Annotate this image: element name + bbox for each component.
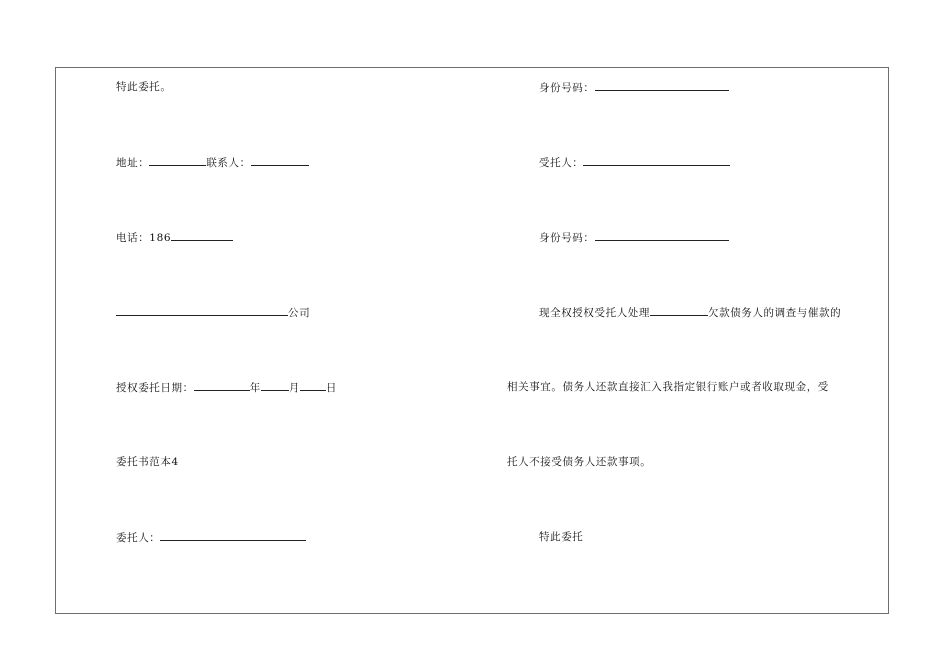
- trustee-label: 受托人：: [539, 157, 584, 169]
- authorization-line-2: [507, 380, 829, 394]
- debtor-blank: [650, 305, 708, 316]
- id-number-line-2: [539, 230, 729, 245]
- address-label: 地址：: [116, 157, 150, 169]
- closing-text: 特此委托: [539, 531, 584, 543]
- day-blank: [300, 380, 326, 391]
- month-blank: [261, 380, 289, 391]
- contact-label: 联系人：: [206, 157, 251, 169]
- template-title-text: 委托书范本4: [116, 456, 179, 468]
- month-label: 月: [288, 382, 300, 394]
- special-entrust-text: [116, 80, 172, 94]
- special-entrust-label: 特此委托。: [116, 81, 172, 93]
- day-label: 日: [325, 382, 338, 394]
- authorization-line-2-text: 相关事宜。债务人还款直接汇入我指定银行账户或者收取现金，受: [507, 381, 829, 393]
- authorization-part2: 欠款债务人的调查与催款的: [708, 307, 842, 319]
- company-line: [116, 305, 310, 320]
- id-number-label-1: 身份号码：: [539, 82, 595, 94]
- date-label: 授权委托日期：: [116, 382, 194, 394]
- entrustor-line: [116, 530, 306, 545]
- phone-blank: [171, 230, 233, 241]
- id-number-blank-2: [595, 230, 729, 241]
- trustee-blank: [583, 155, 730, 166]
- address-blank: [149, 155, 206, 166]
- phone-label: 电话：186: [116, 232, 172, 244]
- contact-blank: [251, 155, 309, 166]
- year-label: 年: [249, 382, 261, 394]
- template-title: [116, 455, 179, 469]
- id-number-blank-1: [595, 80, 729, 91]
- phone-line: [116, 230, 233, 245]
- entrustor-label: 委托人：: [116, 532, 161, 544]
- company-blank: [116, 305, 288, 316]
- closing-line: [539, 530, 583, 544]
- authorization-line-3-text: 托人不接受债务人还款事项。: [507, 456, 652, 468]
- id-number-label-2: 身份号码：: [539, 232, 595, 244]
- entrustor-blank: [160, 530, 306, 541]
- id-number-line-1: [539, 80, 729, 95]
- year-blank: [194, 380, 250, 391]
- company-suffix: 公司: [288, 307, 311, 319]
- authorization-line-1: [539, 305, 841, 320]
- address-contact-line: [116, 155, 309, 170]
- authorization-part1: 现全权授权受托人处理: [539, 307, 650, 319]
- trustee-line: [539, 155, 730, 170]
- authorization-line-3: [507, 455, 651, 469]
- authorization-date-line: [116, 380, 337, 395]
